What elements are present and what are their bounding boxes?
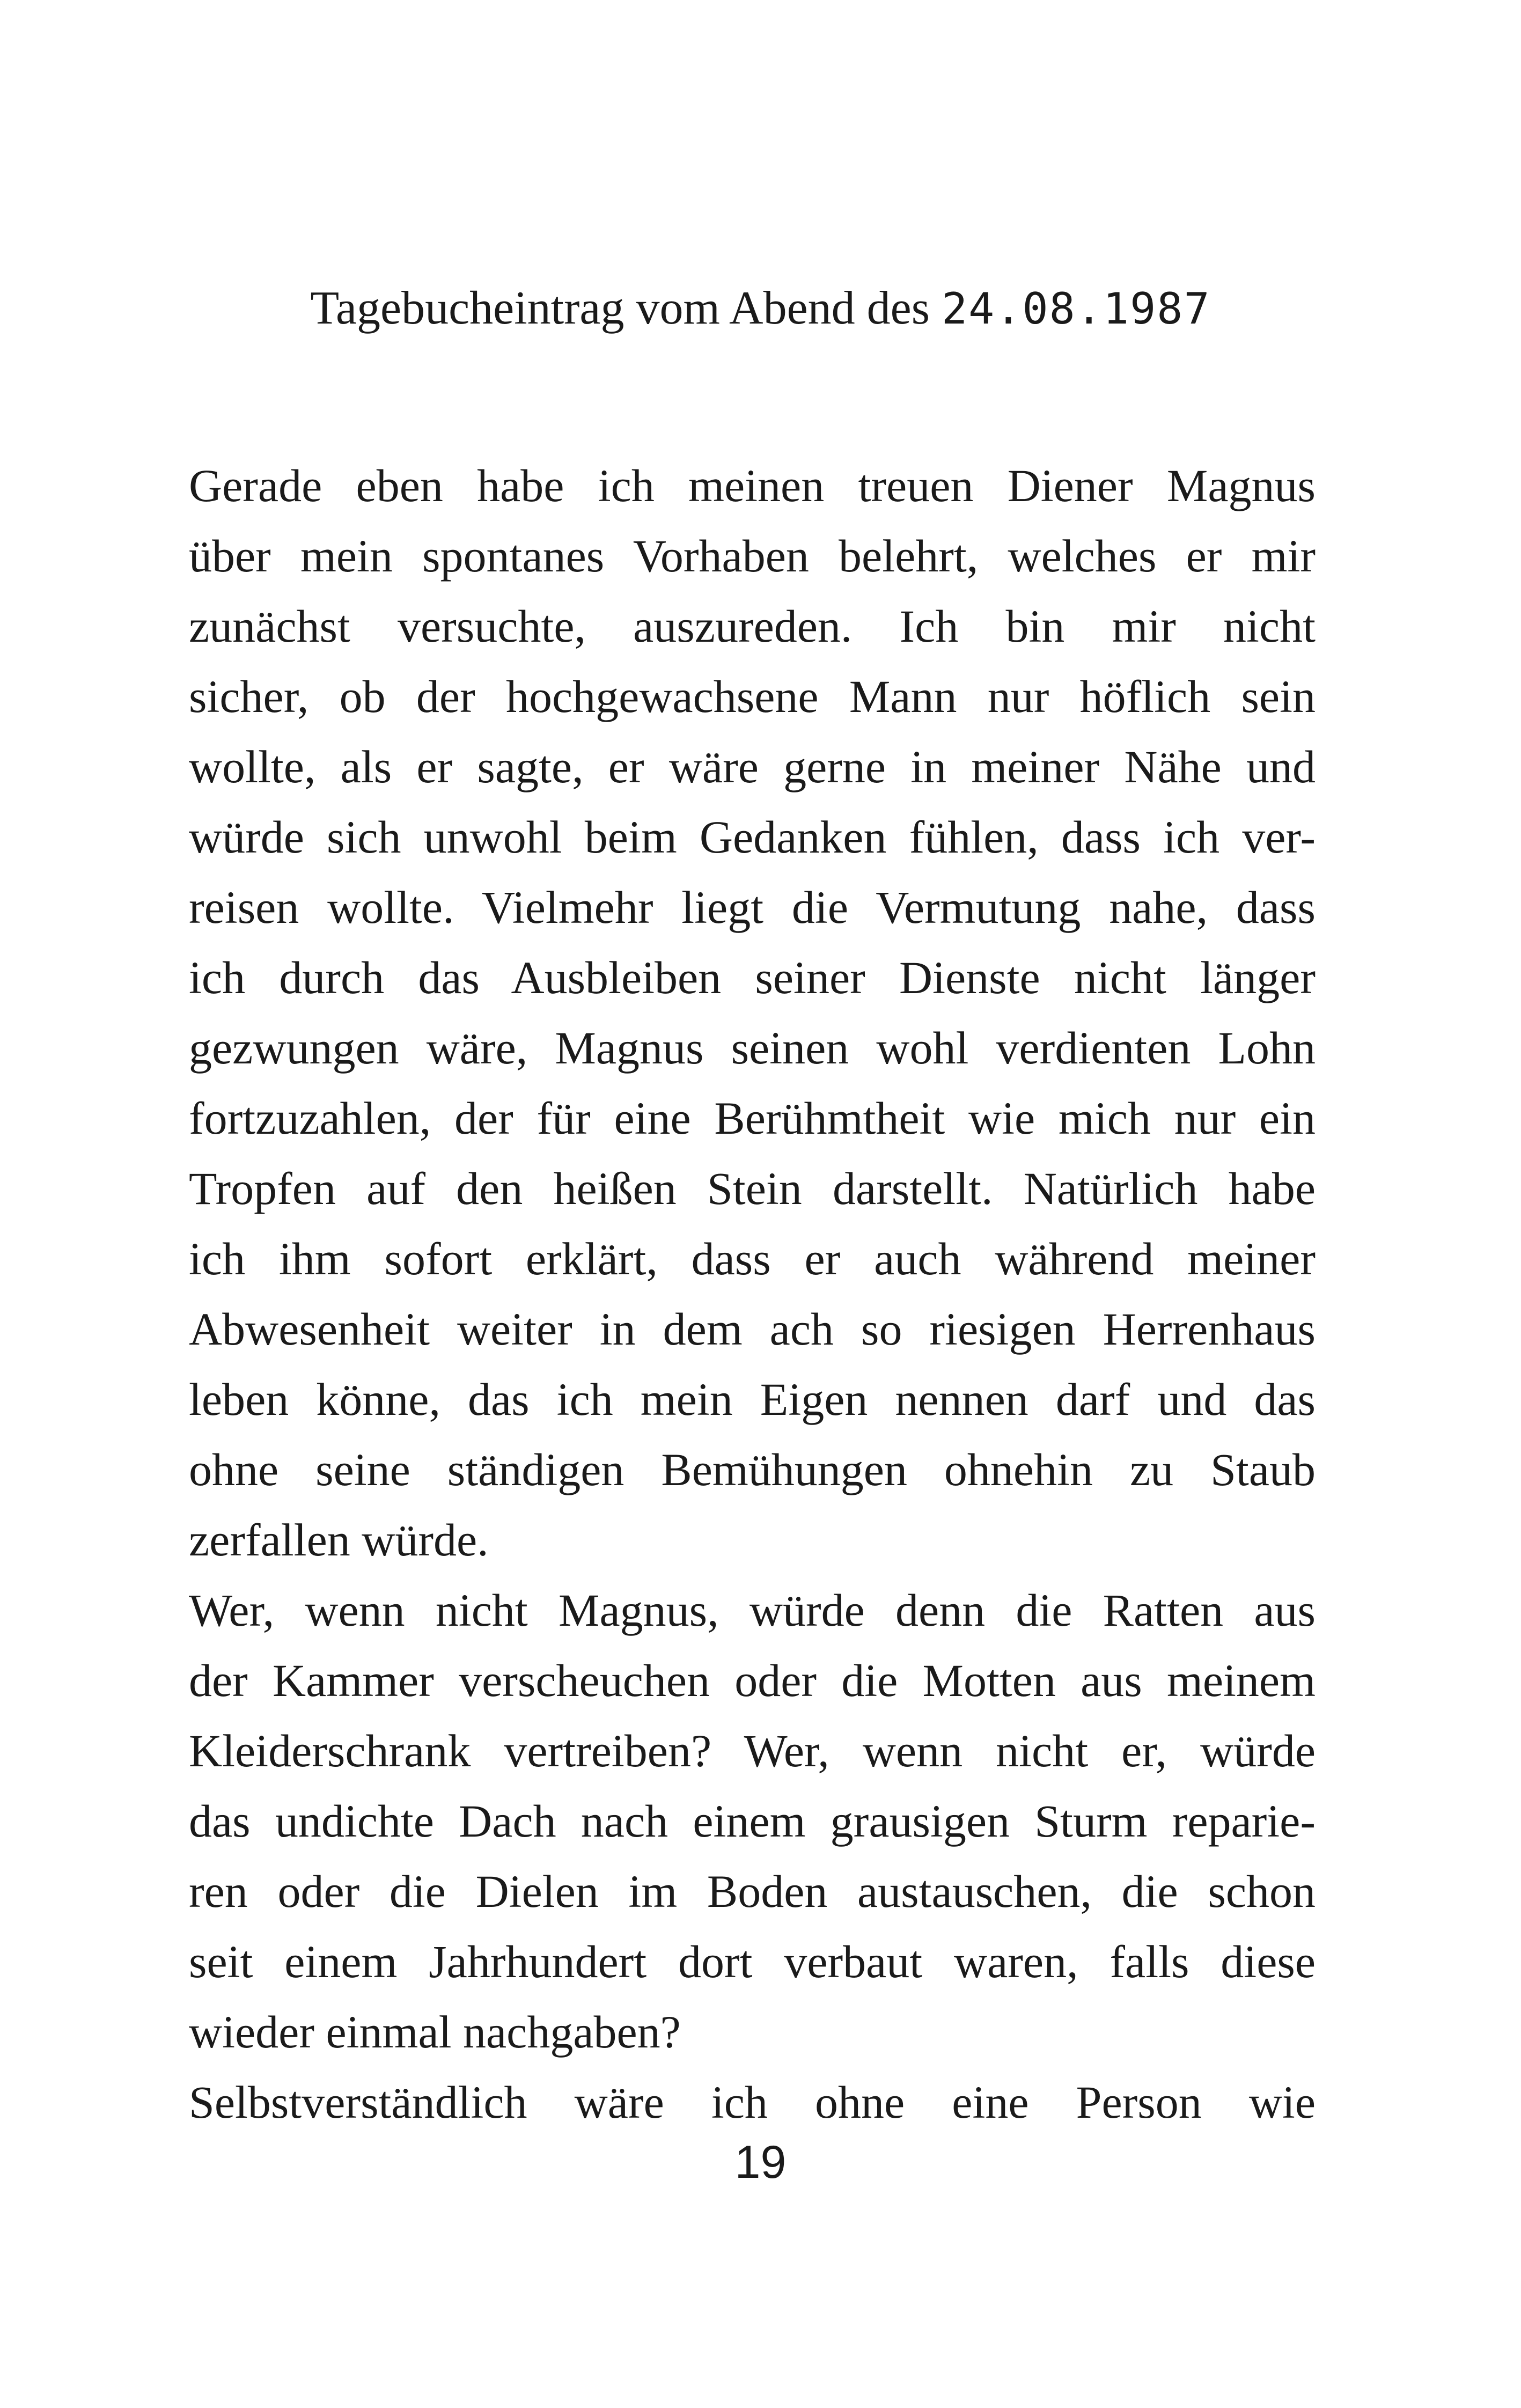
- text-line: ren oder die Dielen im Boden austauschen, die schon: [189, 1866, 1316, 1917]
- text-line: würde sich unwohl beim Gedanken fühlen, dass ich ver-: [189, 811, 1316, 863]
- text-line: Tropfen auf den heißen Stein darstellt. Natürlich habe: [189, 1163, 1316, 1214]
- text-line: zerfallen würde.: [189, 1514, 489, 1566]
- text-line: Kleiderschrank vertreiben? Wer, wenn nicht er, würde: [189, 1725, 1316, 1776]
- heading-text: Tagebucheintrag vom Abend des: [310, 282, 942, 334]
- text-line: fortzuzahlen, der für eine Berühmtheit wie mich nur ein: [189, 1092, 1316, 1144]
- text-line: ich durch das Ausbleiben seiner Dienste nicht länger: [189, 952, 1316, 1003]
- text-line: ich ihm sofort erklärt, dass er auch während meiner: [189, 1233, 1316, 1284]
- text-line: Wer, wenn nicht Magnus, würde denn die Ratten aus: [189, 1584, 1316, 1636]
- page-number: 19: [734, 2137, 787, 2188]
- text-line: seit einem Jahrhundert dort verbaut waren, falls diese: [189, 1936, 1316, 1987]
- text-line: ohne seine ständigen Bemühungen ohnehin zu Staub: [189, 1444, 1316, 1495]
- text-line: sicher, ob der hochgewachsene Mann nur höflich sein: [189, 671, 1316, 722]
- body-text: [189, 451, 1316, 2138]
- diary-entry-heading: [0, 276, 1521, 341]
- text-line: über mein spontanes Vorhaben belehrt, welches er mir: [189, 530, 1316, 582]
- text-line: wollte, als er sagte, er wäre gerne in meiner Nähe und: [189, 741, 1316, 792]
- text-line: leben könne, das ich mein Eigen nennen darf und das: [189, 1374, 1316, 1425]
- heading-date: 24.08.1987: [941, 284, 1211, 334]
- text-line: der Kammer verscheuchen oder die Motten aus meinem: [189, 1655, 1316, 1706]
- text-line: Selbstverständlich wäre ich ohne eine Person wie: [189, 2076, 1316, 2128]
- text-line: das undichte Dach nach einem grausigen Sturm reparie-: [189, 1795, 1316, 1847]
- text-line: Abwesenheit weiter in dem ach so riesigen Herrenhaus: [189, 1303, 1316, 1355]
- text-line: reisen wollte. Vielmehr liegt die Vermutung nahe, dass: [189, 882, 1316, 933]
- text-line: zunächst versuchte, auszureden. Ich bin mir nicht: [189, 600, 1316, 652]
- text-line: Gerade eben habe ich meinen treuen Diener Magnus: [189, 460, 1316, 511]
- text-line: wieder einmal nachgaben?: [189, 2006, 681, 2058]
- text-line: gezwungen wäre, Magnus seinen wohl verdienten Lohn: [189, 1022, 1316, 1074]
